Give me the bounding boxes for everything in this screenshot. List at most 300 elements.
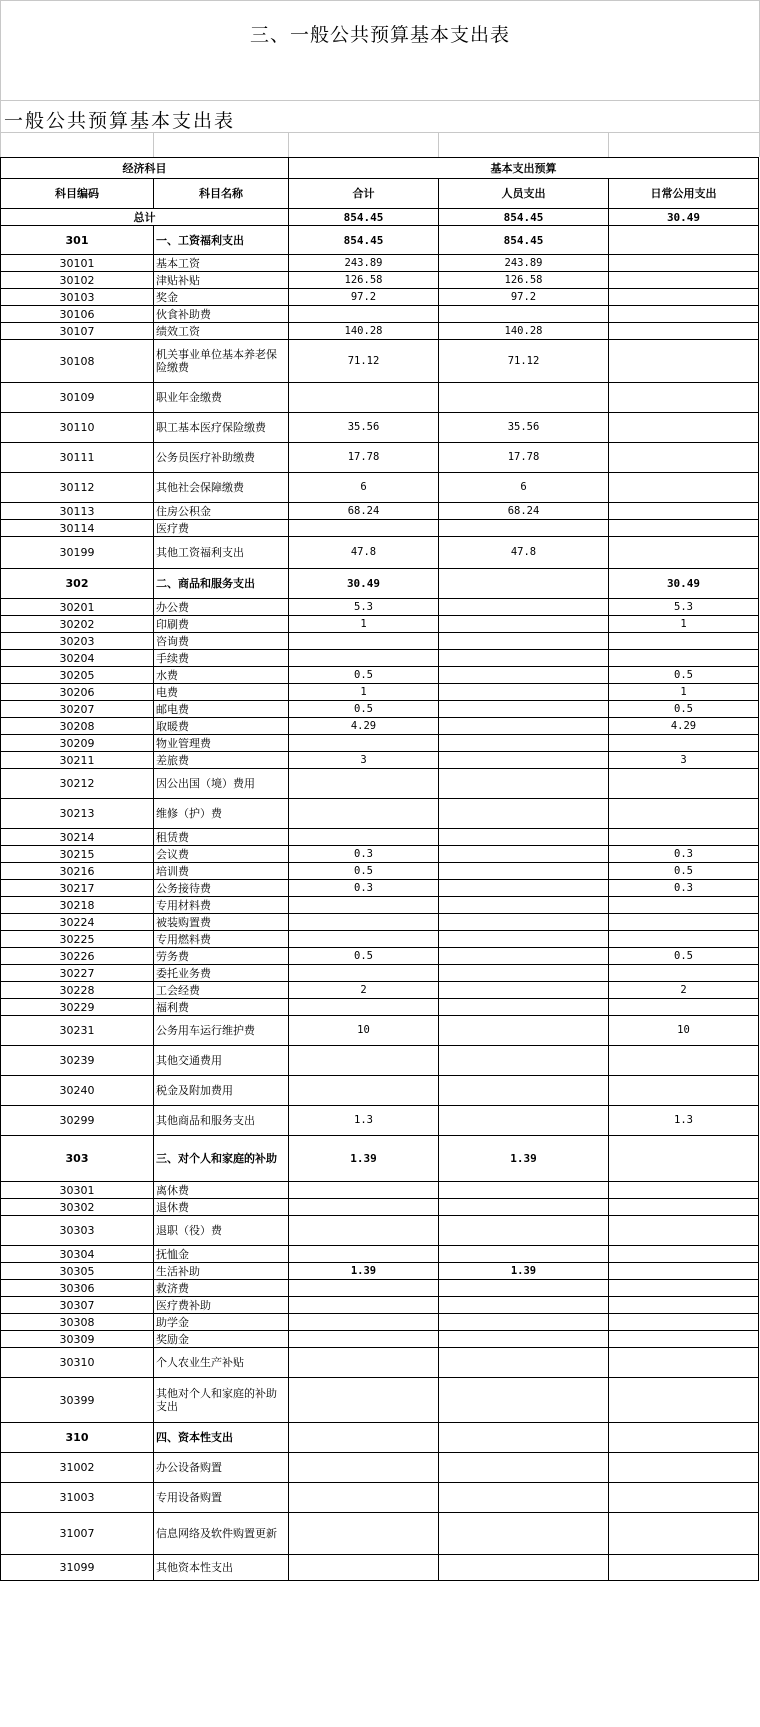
row-personnel-cell	[439, 1483, 609, 1513]
row-personnel-cell	[439, 863, 609, 880]
row-public-cell	[609, 1263, 759, 1280]
table-row	[1, 829, 759, 846]
row-personnel-cell	[439, 1423, 609, 1453]
row-total-cell	[289, 1348, 439, 1378]
row-personnel-cell	[439, 383, 609, 413]
row-personnel-cell: 97.2	[439, 289, 609, 306]
row-name-cell: 专用设备购置	[154, 1483, 289, 1513]
table-row	[1, 443, 759, 473]
row-name-cell: 工会经费	[154, 982, 289, 999]
row-total-cell: 30.49	[289, 569, 439, 599]
row-total-cell: 35.56	[289, 413, 439, 443]
row-public-cell	[609, 1483, 759, 1513]
row-code-cell: 30112	[1, 473, 154, 503]
row-name-cell: 咨询费	[154, 633, 289, 650]
row-name-cell: 其他对个人和家庭的补助支出	[154, 1378, 289, 1423]
row-personnel-cell	[439, 1453, 609, 1483]
row-code-cell: 总计	[1, 209, 289, 226]
row-code-cell: 30209	[1, 735, 154, 752]
row-code-cell: 310	[1, 1423, 154, 1453]
row-public-cell	[609, 1378, 759, 1423]
row-name-cell: 二、商品和服务支出	[154, 569, 289, 599]
row-total-cell: 3	[289, 752, 439, 769]
row-name-cell: 租赁费	[154, 829, 289, 846]
row-name-cell: 福利费	[154, 999, 289, 1016]
row-total-cell: 71.12	[289, 340, 439, 383]
table-row	[1, 383, 759, 413]
row-name-cell: 机关事业单位基本养老保险缴费	[154, 340, 289, 383]
table-row	[1, 413, 759, 443]
row-total-cell	[289, 1423, 439, 1453]
row-name-cell: 其他社会保障缴费	[154, 473, 289, 503]
grid-line	[0, 100, 760, 101]
row-personnel-cell	[439, 718, 609, 735]
row-total-cell: 47.8	[289, 537, 439, 569]
row-personnel-cell	[439, 1513, 609, 1555]
row-total-cell: 6	[289, 473, 439, 503]
row-total-cell	[289, 633, 439, 650]
table-row	[1, 1423, 759, 1453]
row-total-cell	[289, 1513, 439, 1555]
row-public-cell: 1	[609, 616, 759, 633]
row-personnel-cell	[439, 650, 609, 667]
row-code-cell: 30302	[1, 1199, 154, 1216]
table-row	[1, 1199, 759, 1216]
row-personnel-cell: 126.58	[439, 272, 609, 289]
row-name-cell: 会议费	[154, 846, 289, 863]
row-personnel-cell	[439, 982, 609, 999]
table-row	[1, 226, 759, 255]
row-public-cell	[609, 1297, 759, 1314]
row-personnel-cell: 854.45	[439, 226, 609, 255]
row-name-cell: 其他资本性支出	[154, 1555, 289, 1581]
row-personnel-cell	[439, 880, 609, 897]
table-row	[1, 863, 759, 880]
row-public-cell	[609, 1182, 759, 1199]
grid-line	[0, 0, 760, 1]
row-code-cell: 30203	[1, 633, 154, 650]
header-public: 日常公用支出	[609, 179, 759, 209]
row-name-cell: 三、对个人和家庭的补助	[154, 1136, 289, 1182]
row-public-cell: 0.3	[609, 880, 759, 897]
row-total-cell: 1	[289, 684, 439, 701]
header-group-row	[1, 158, 759, 179]
row-name-cell: 取暖费	[154, 718, 289, 735]
row-public-cell	[609, 999, 759, 1016]
row-code-cell: 30101	[1, 255, 154, 272]
row-personnel-cell: 854.45	[439, 209, 609, 226]
row-code-cell: 30231	[1, 1016, 154, 1046]
row-name-cell: 绩效工资	[154, 323, 289, 340]
row-personnel-cell: 140.28	[439, 323, 609, 340]
row-code-cell: 30201	[1, 599, 154, 616]
table-row	[1, 846, 759, 863]
row-personnel-cell	[439, 1199, 609, 1216]
row-personnel-cell	[439, 1016, 609, 1046]
header-column-row	[1, 179, 759, 209]
row-name-cell: 信息网络及软件购置更新	[154, 1513, 289, 1555]
row-total-cell	[289, 829, 439, 846]
row-total-cell: 243.89	[289, 255, 439, 272]
row-name-cell: 离休费	[154, 1182, 289, 1199]
row-name-cell: 职工基本医疗保险缴费	[154, 413, 289, 443]
row-total-cell: 1	[289, 616, 439, 633]
row-total-cell	[289, 735, 439, 752]
row-personnel-cell	[439, 684, 609, 701]
row-name-cell: 公务用车运行维护费	[154, 1016, 289, 1046]
row-public-cell	[609, 799, 759, 829]
row-total-cell: 140.28	[289, 323, 439, 340]
row-personnel-cell	[439, 1314, 609, 1331]
row-personnel-cell	[439, 1182, 609, 1199]
row-public-cell	[609, 383, 759, 413]
table-row	[1, 752, 759, 769]
table-row	[1, 999, 759, 1016]
row-total-cell: 4.29	[289, 718, 439, 735]
row-total-cell: 68.24	[289, 503, 439, 520]
row-total-cell	[289, 1314, 439, 1331]
row-code-cell: 30109	[1, 383, 154, 413]
row-total-cell: 1.39	[289, 1136, 439, 1182]
row-personnel-cell: 47.8	[439, 537, 609, 569]
row-name-cell: 被装购置费	[154, 914, 289, 931]
row-code-cell: 30213	[1, 799, 154, 829]
row-code-cell: 31007	[1, 1513, 154, 1555]
row-name-cell: 基本工资	[154, 255, 289, 272]
row-personnel-cell	[439, 752, 609, 769]
table-row	[1, 569, 759, 599]
row-personnel-cell	[439, 520, 609, 537]
row-name-cell: 办公设备购置	[154, 1453, 289, 1483]
row-total-cell	[289, 999, 439, 1016]
row-name-cell: 其他交通费用	[154, 1046, 289, 1076]
table-row	[1, 537, 759, 569]
row-name-cell: 生活补助	[154, 1263, 289, 1280]
row-total-cell	[289, 914, 439, 931]
row-personnel-cell	[439, 633, 609, 650]
row-code-cell: 30303	[1, 1216, 154, 1246]
row-personnel-cell: 17.78	[439, 443, 609, 473]
row-personnel-cell: 71.12	[439, 340, 609, 383]
table-row	[1, 1453, 759, 1483]
table-row	[1, 289, 759, 306]
row-total-cell	[289, 1483, 439, 1513]
row-personnel-cell	[439, 1046, 609, 1076]
row-name-cell: 差旅费	[154, 752, 289, 769]
row-code-cell: 30239	[1, 1046, 154, 1076]
row-total-cell	[289, 1453, 439, 1483]
row-code-cell: 301	[1, 226, 154, 255]
table-row	[1, 1136, 759, 1182]
row-personnel-cell	[439, 667, 609, 684]
row-public-cell: 2	[609, 982, 759, 999]
row-personnel-cell	[439, 931, 609, 948]
row-public-cell	[609, 1280, 759, 1297]
row-public-cell	[609, 537, 759, 569]
row-total-cell: 854.45	[289, 209, 439, 226]
row-code-cell: 30107	[1, 323, 154, 340]
row-public-cell: 30.49	[609, 209, 759, 226]
grid-line	[288, 132, 289, 157]
row-name-cell: 培训费	[154, 863, 289, 880]
table-row	[1, 684, 759, 701]
row-name-cell: 专用燃料费	[154, 931, 289, 948]
row-total-cell	[289, 1182, 439, 1199]
row-total-cell: 0.5	[289, 667, 439, 684]
row-name-cell: 水费	[154, 667, 289, 684]
row-total-cell	[289, 1246, 439, 1263]
row-code-cell: 30208	[1, 718, 154, 735]
table-title: 一般公共预算基本支出表	[4, 110, 236, 132]
table-row	[1, 1246, 759, 1263]
table-row	[1, 306, 759, 323]
row-name-cell: 退职（役）费	[154, 1216, 289, 1246]
row-public-cell	[609, 1216, 759, 1246]
row-total-cell	[289, 306, 439, 323]
row-total-cell	[289, 1216, 439, 1246]
row-public-cell	[609, 735, 759, 752]
row-public-cell	[609, 1199, 759, 1216]
row-public-cell	[609, 1246, 759, 1263]
table-row	[1, 255, 759, 272]
grid-line	[153, 132, 154, 157]
row-personnel-cell: 1.39	[439, 1263, 609, 1280]
row-name-cell: 四、资本性支出	[154, 1423, 289, 1453]
row-name-cell: 救济费	[154, 1280, 289, 1297]
row-code-cell: 31002	[1, 1453, 154, 1483]
row-total-cell	[289, 1280, 439, 1297]
row-name-cell: 公务员医疗补助缴费	[154, 443, 289, 473]
table-row	[1, 1348, 759, 1378]
row-code-cell: 30309	[1, 1331, 154, 1348]
row-code-cell: 30229	[1, 999, 154, 1016]
budget-table	[0, 157, 759, 1581]
table-row	[1, 520, 759, 537]
row-code-cell: 30218	[1, 897, 154, 914]
row-public-cell	[609, 1555, 759, 1581]
row-personnel-cell	[439, 769, 609, 799]
row-total-cell	[289, 520, 439, 537]
table-row	[1, 1483, 759, 1513]
row-personnel-cell: 35.56	[439, 413, 609, 443]
row-code-cell: 30113	[1, 503, 154, 520]
row-total-cell	[289, 799, 439, 829]
row-public-cell	[609, 443, 759, 473]
row-name-cell: 其他工资福利支出	[154, 537, 289, 569]
row-name-cell: 住房公积金	[154, 503, 289, 520]
row-code-cell: 30205	[1, 667, 154, 684]
row-public-cell	[609, 633, 759, 650]
row-public-cell: 30.49	[609, 569, 759, 599]
row-code-cell: 30215	[1, 846, 154, 863]
row-code-cell: 30224	[1, 914, 154, 931]
row-name-cell: 一、工资福利支出	[154, 226, 289, 255]
row-personnel-cell: 68.24	[439, 503, 609, 520]
row-public-cell	[609, 829, 759, 846]
row-personnel-cell	[439, 569, 609, 599]
table-row	[1, 340, 759, 383]
row-code-cell: 30204	[1, 650, 154, 667]
row-total-cell	[289, 1331, 439, 1348]
row-code-cell: 30399	[1, 1378, 154, 1423]
row-code-cell: 30227	[1, 965, 154, 982]
row-total-cell: 1.3	[289, 1106, 439, 1136]
row-public-cell: 1	[609, 684, 759, 701]
row-code-cell: 30211	[1, 752, 154, 769]
table-row	[1, 1016, 759, 1046]
row-total-cell	[289, 650, 439, 667]
table-row	[1, 1297, 759, 1314]
row-public-cell	[609, 769, 759, 799]
row-public-cell	[609, 1513, 759, 1555]
row-personnel-cell	[439, 897, 609, 914]
grid-line	[438, 132, 439, 157]
row-public-cell	[609, 289, 759, 306]
row-code-cell: 30306	[1, 1280, 154, 1297]
table-row	[1, 799, 759, 829]
header-name: 科目名称	[154, 179, 289, 209]
table-row	[1, 701, 759, 718]
row-personnel-cell	[439, 1555, 609, 1581]
row-code-cell: 30102	[1, 272, 154, 289]
row-total-cell: 854.45	[289, 226, 439, 255]
row-public-cell	[609, 1348, 759, 1378]
row-public-cell: 0.5	[609, 863, 759, 880]
row-personnel-cell	[439, 846, 609, 863]
row-public-cell	[609, 650, 759, 667]
row-total-cell: 0.5	[289, 948, 439, 965]
row-personnel-cell: 243.89	[439, 255, 609, 272]
row-public-cell	[609, 340, 759, 383]
table-row	[1, 473, 759, 503]
table-row	[1, 1331, 759, 1348]
row-code-cell: 30199	[1, 537, 154, 569]
row-total-cell: 10	[289, 1016, 439, 1046]
row-personnel-cell	[439, 999, 609, 1016]
row-code-cell: 30207	[1, 701, 154, 718]
row-public-cell	[609, 226, 759, 255]
row-total-cell: 1.39	[289, 1263, 439, 1280]
page-title: 三、一般公共预算基本支出表	[249, 24, 510, 46]
row-personnel-cell	[439, 1297, 609, 1314]
row-personnel-cell	[439, 948, 609, 965]
row-name-cell: 劳务费	[154, 948, 289, 965]
row-code-cell: 30308	[1, 1314, 154, 1331]
row-personnel-cell: 6	[439, 473, 609, 503]
row-public-cell	[609, 1453, 759, 1483]
row-name-cell: 因公出国（境）费用	[154, 769, 289, 799]
table-row	[1, 1182, 759, 1199]
row-personnel-cell	[439, 1216, 609, 1246]
row-name-cell: 手续费	[154, 650, 289, 667]
header-personnel: 人员支出	[439, 179, 609, 209]
row-name-cell: 物业管理费	[154, 735, 289, 752]
header-economic-subject: 经济科目	[1, 158, 289, 179]
row-personnel-cell	[439, 616, 609, 633]
row-personnel-cell	[439, 1246, 609, 1263]
row-total-cell	[289, 1297, 439, 1314]
row-name-cell: 维修（护）费	[154, 799, 289, 829]
row-personnel-cell	[439, 599, 609, 616]
table-row	[1, 1216, 759, 1246]
header-total: 合计	[289, 179, 439, 209]
row-name-cell: 委托业务费	[154, 965, 289, 982]
row-code-cell: 30111	[1, 443, 154, 473]
table-row	[1, 1280, 759, 1297]
row-total-cell	[289, 383, 439, 413]
row-code-cell: 30212	[1, 769, 154, 799]
row-code-cell: 30202	[1, 616, 154, 633]
row-personnel-cell	[439, 799, 609, 829]
row-total-cell	[289, 1199, 439, 1216]
row-public-cell	[609, 897, 759, 914]
row-code-cell: 30299	[1, 1106, 154, 1136]
row-public-cell	[609, 306, 759, 323]
table-row	[1, 1513, 759, 1555]
table-row	[1, 599, 759, 616]
table-row	[1, 965, 759, 982]
row-public-cell	[609, 272, 759, 289]
row-code-cell: 30214	[1, 829, 154, 846]
row-public-cell: 0.3	[609, 846, 759, 863]
row-total-cell: 2	[289, 982, 439, 999]
table-row	[1, 735, 759, 752]
row-code-cell: 302	[1, 569, 154, 599]
header-basic-budget: 基本支出预算	[289, 158, 759, 179]
row-public-cell	[609, 255, 759, 272]
row-public-cell	[609, 473, 759, 503]
row-total-cell	[289, 1378, 439, 1423]
row-personnel-cell	[439, 306, 609, 323]
header-code: 科目编码	[1, 179, 154, 209]
table-row	[1, 633, 759, 650]
table-row	[1, 914, 759, 931]
row-name-cell: 奖励金	[154, 1331, 289, 1348]
row-total-cell: 5.3	[289, 599, 439, 616]
row-name-cell: 电费	[154, 684, 289, 701]
row-personnel-cell	[439, 1280, 609, 1297]
row-name-cell: 助学金	[154, 1314, 289, 1331]
row-code-cell: 30307	[1, 1297, 154, 1314]
row-code-cell: 30216	[1, 863, 154, 880]
row-name-cell: 邮电费	[154, 701, 289, 718]
table-row	[1, 503, 759, 520]
row-name-cell: 津贴补贴	[154, 272, 289, 289]
row-public-cell	[609, 1046, 759, 1076]
row-public-cell: 5.3	[609, 599, 759, 616]
row-public-cell: 0.5	[609, 948, 759, 965]
row-name-cell: 职业年金缴费	[154, 383, 289, 413]
table-row	[1, 667, 759, 684]
table-row	[1, 1046, 759, 1076]
table-row	[1, 323, 759, 340]
row-public-cell	[609, 1423, 759, 1453]
table-row	[1, 1263, 759, 1280]
row-code-cell: 30304	[1, 1246, 154, 1263]
row-total-cell	[289, 769, 439, 799]
row-public-cell: 1.3	[609, 1106, 759, 1136]
row-code-cell: 30225	[1, 931, 154, 948]
row-personnel-cell	[439, 701, 609, 718]
row-code-cell: 30310	[1, 1348, 154, 1378]
row-personnel-cell	[439, 1076, 609, 1106]
grid-line	[608, 132, 609, 157]
row-name-cell: 抚恤金	[154, 1246, 289, 1263]
row-public-cell	[609, 503, 759, 520]
row-name-cell: 退休费	[154, 1199, 289, 1216]
table-row	[1, 650, 759, 667]
table-row	[1, 880, 759, 897]
